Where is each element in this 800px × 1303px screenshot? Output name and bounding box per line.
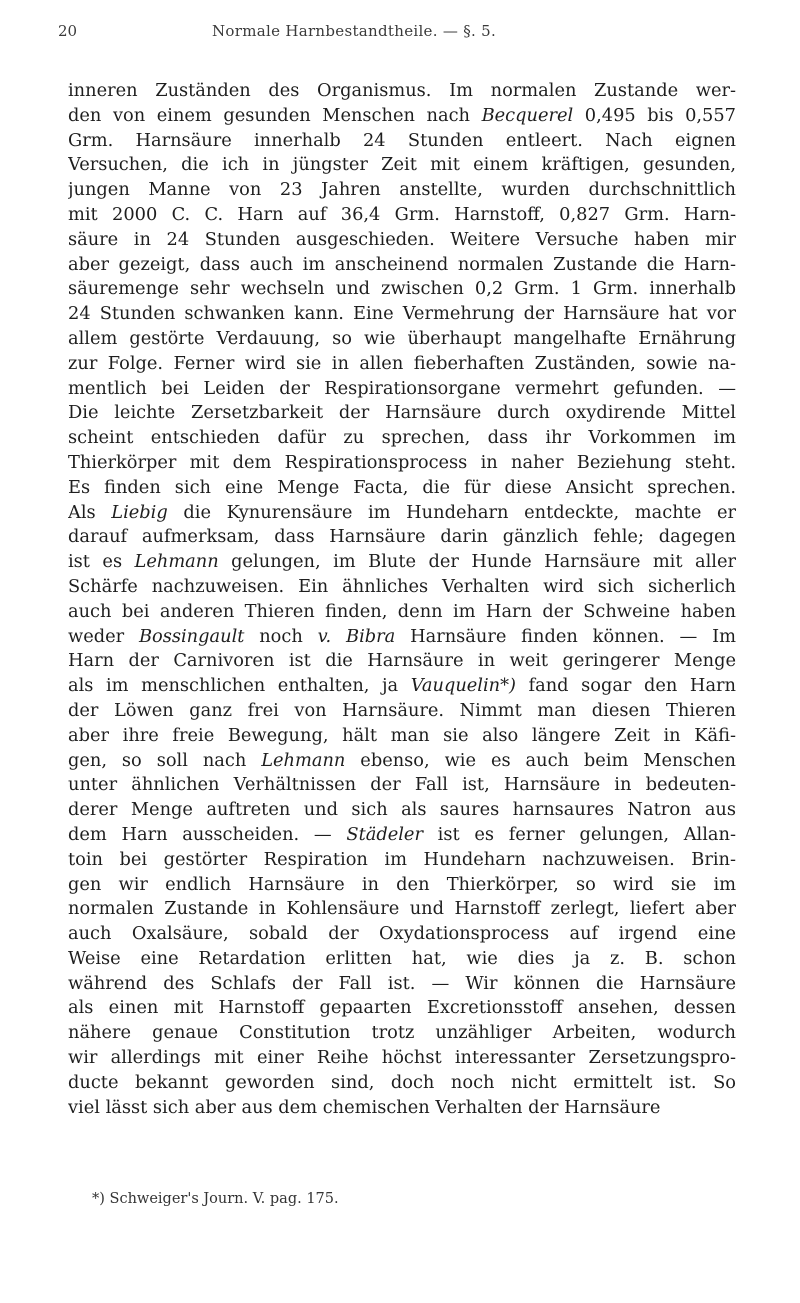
page-number: 20 [58,22,78,40]
text-line: wir allerdings mit einer Reihe höchst interessanter Zersetzungspro- [68,1047,736,1069]
text-line: Schärfe nachzuweisen. Ein ähnliches Verhalten wird sich sicherlich [68,575,736,597]
author-name: Vauquelin*) [410,675,516,697]
text-line: dem Harn ausscheiden. — Städeler ist es ferner gelungen, Allan- [68,823,736,845]
text-line: viel lässt sich aber aus dem chemischen Verhalten der Harnsäure [68,1096,661,1118]
author-name: Liebig [111,501,168,523]
text-line: Die leichte Zersetzbarkeit der Harnsäure durch oxydirende Mittel [68,402,736,424]
author-name: Lehmann [134,551,219,573]
text-line: als einen mit Harnstoff gepaarten Excretionsstoff ansehen, dessen [68,997,736,1019]
text-line: mit 2000 C. C. Harn auf 36,4 Grm. Harnstoff, 0,827 Grm. Harn- [68,203,736,225]
text-line: nähere genaue Constitution trotz unzähliger Arbeiten, wodurch [68,1022,736,1044]
footnote: *) Schweiger's Journ. V. pag. 175. [92,1191,339,1207]
text-line: jungen Manne von 23 Jahren anstellte, wurden durchschnittlich [68,179,736,201]
text-line: säure in 24 Stunden ausgeschieden. Weitere Versuche haben mir [68,228,736,250]
text-line: ducte bekannt geworden sind, doch noch nicht ermittelt ist. So [68,1071,736,1093]
text-line: derer Menge auftreten und sich als saures harnsaures Natron aus [68,799,736,821]
text-line: ist es Lehmann gelungen, im Blute der Hunde Harnsäure mit aller [68,551,736,573]
body-text [68,79,736,1120]
text-line: allem gestörte Verdauung, so wie überhaupt mangelhafte Ernährung [68,327,736,349]
text-line: inneren Zuständen des Organismus. Im normalen Zustande wer- [68,80,736,101]
running-header [58,22,738,44]
running-title: Normale Harnbestandtheile. — §. 5. [212,22,497,40]
text-line: als im menschlichen enthalten, ja Vauquelin*) fand sogar den Harn [68,675,736,697]
text-line: gen, so soll nach Lehmann ebenso, wie es auch beim Menschen [68,749,736,771]
text-line: weder Bossingault noch v. Bibra Harnsäure finden können. — Im [68,625,736,647]
text-line: Thierkörper mit dem Respirationsprocess in naher Beziehung steht. [68,451,736,473]
text-line: zur Folge. Ferner wird sie in allen fieberhaften Zuständen, sowie na- [68,352,736,374]
author-name: v. Bibra [317,625,396,647]
text-line: 24 Stunden schwanken kann. Eine Vermehrung der Harnsäure hat vor [68,303,736,325]
text-line: aber gezeigt, dass auch im anscheinend normalen Zustande die Harn- [68,253,736,275]
author-name: Becquerel [481,104,574,126]
text-line: während des Schlafs der Fall ist. — Wir können die Harnsäure [68,972,736,994]
text-line: Weise eine Retardation erlitten hat, wie dies ja z. B. schon [68,947,736,969]
text-line: der Löwen ganz frei von Harnsäure. Nimmt man diesen Thieren [68,699,736,721]
author-name: Lehmann [261,749,346,771]
text-line: mentlich bei Leiden der Respirationsorgane vermehrt gefunden. — [68,377,736,399]
author-name: Bossingault [138,625,245,647]
author-name: Städeler [346,823,423,845]
text-line: normalen Zustande in Kohlensäure und Harnstoff zerlegt, liefert aber [68,898,736,920]
text-line: auch Oxalsäure, sobald der Oxydationsprocess auf irgend eine [68,923,736,945]
text-line: Grm. Harnsäure innerhalb 24 Stunden entleert. Nach eignen [68,129,736,151]
text-line: Harn der Carnivoren ist die Harnsäure in weit geringerer Menge [68,650,736,672]
text-line: auch bei anderen Thieren finden, denn im Harn der Schweine haben [68,600,736,622]
text-line: Es finden sich eine Menge Facta, die für diese Ansicht sprechen. [68,476,736,498]
text-line: den von einem gesunden Menschen nach Becquerel 0,495 bis 0,557 [68,104,736,126]
text-line: säuremenge sehr wechseln und zwischen 0,2 Grm. 1 Grm. innerhalb [68,278,736,300]
text-line: Als Liebig die Kynurensäure im Hundeharn entdeckte, machte er [68,501,736,523]
text-line: gen wir endlich Harnsäure in den Thierkörper, so wird sie im [68,873,736,895]
text-line: darauf aufmerksam, dass Harnsäure darin gänzlich fehle; dagegen [68,526,736,548]
text-line: Versuchen, die ich in jüngster Zeit mit einem kräftigen, gesunden, [68,154,736,176]
text-line: unter ähnlichen Verhältnissen der Fall ist, Harnsäure in bedeuten- [68,774,736,796]
text-line: scheint entschieden dafür zu sprechen, dass ihr Vorkommen im [68,427,736,449]
text-line: toin bei gestörter Respiration im Hundeharn nachzuweisen. Brin- [68,848,736,870]
text-line: aber ihre freie Bewegung, hält man sie also längere Zeit in Käfi- [68,724,736,746]
